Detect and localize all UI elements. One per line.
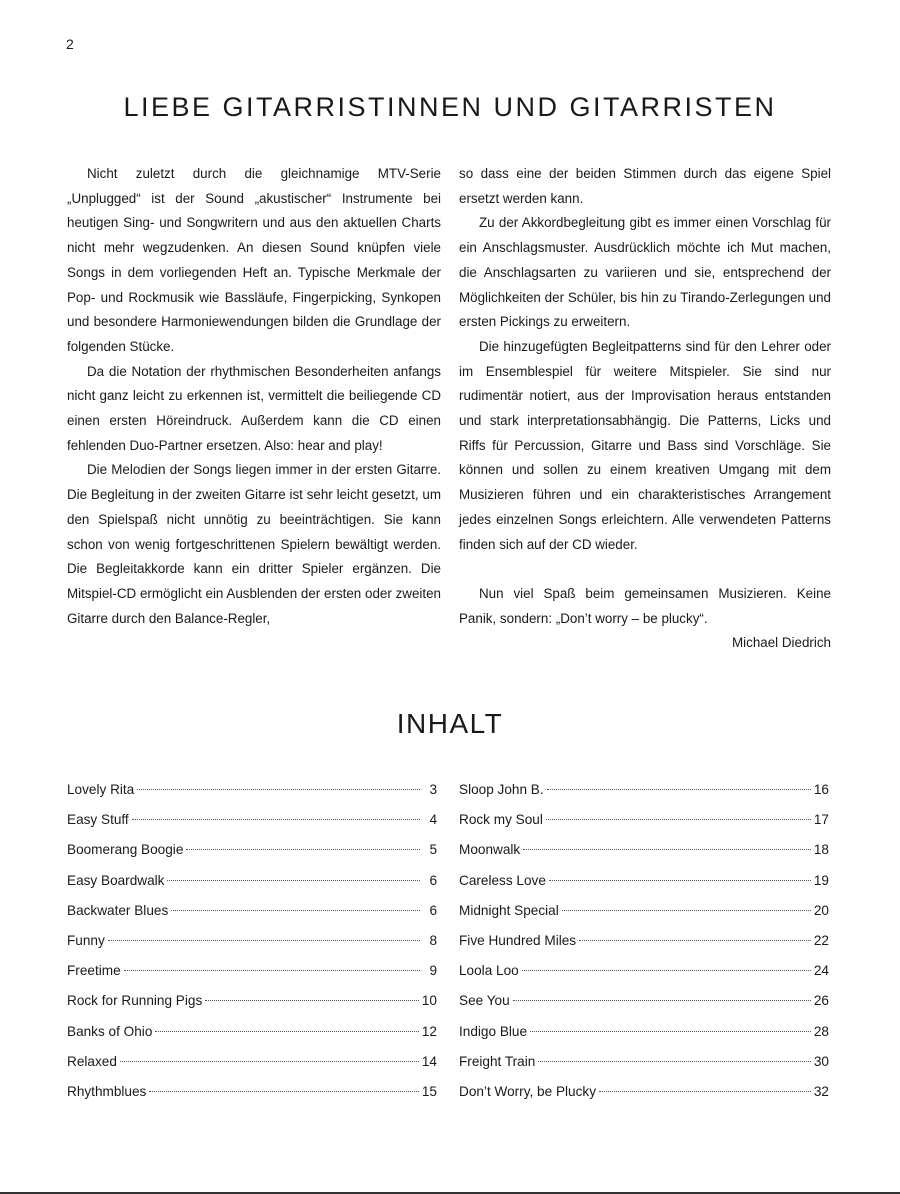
- toc-leader-dots: [599, 1091, 811, 1092]
- toc-entry-title: Don’t Worry, be Plucky: [459, 1083, 596, 1099]
- toc-entry-page: 14: [421, 1053, 437, 1069]
- toc-leader-dots: [205, 1000, 419, 1001]
- toc-entry-page: 19: [813, 872, 829, 888]
- toc-leader-dots: [149, 1091, 419, 1092]
- author-signature: Michael Diedrich: [732, 635, 831, 651]
- toc-entry-page: 22: [813, 932, 829, 948]
- toc-entry-page: 8: [429, 932, 437, 948]
- toc-entry-title: Rock my Soul: [459, 812, 543, 828]
- toc-entry-title: Easy Boardwalk: [67, 872, 165, 888]
- toc-leader-dots: [549, 880, 811, 881]
- toc-entry[interactable]: [67, 1020, 437, 1050]
- toc-entry[interactable]: [459, 989, 829, 1019]
- toc-entry[interactable]: [459, 869, 829, 899]
- toc-leader-dots: [132, 819, 420, 820]
- intro-paragraph: Zu der Akkordbegleitung gibt es immer einen Vorschlag für ein Anschlagsmuster. Ausdrücklich möchte ich Mut machen, die Anschlagsarten zu variieren und sie, entsprechend der Möglichkeiten der Schüler, bis hin zu Tirando-Zerlegungen und ersten Pickings zu erweitern.: [459, 215, 831, 330]
- page-number: 2: [66, 36, 74, 52]
- toc-entry-title: Easy Stuff: [67, 812, 129, 828]
- toc-entry[interactable]: [459, 778, 829, 808]
- toc-entry[interactable]: [459, 929, 829, 959]
- toc-entry-title: Five Hundred Miles: [459, 932, 577, 948]
- toc-entry[interactable]: [459, 838, 829, 868]
- toc-entry-title: Boomerang Boogie: [67, 842, 184, 858]
- toc-leader-dots: [137, 789, 420, 790]
- toc-entry-page: 24: [813, 963, 829, 979]
- intro-paragraph: Da die Notation der rhythmischen Besonderheiten anfangs nicht ganz leicht zu erkennen ist, vermittelt die beiliegende CD einen ersten Höreindruck. Außerdem kann die CD einen fehlenden Duo-Partner ersetzen. Also: hear and play!: [67, 363, 441, 453]
- toc-entry-title: Rock for Running Pigs: [67, 993, 203, 1009]
- toc-leader-dots: [579, 940, 811, 941]
- intro-paragraph: Die hinzugefügten Begleitpatterns sind für den Lehrer oder im Ensemblespiel für weitere Mitspieler. Sie sind nur rudimentär notiert, aus der Improvisation heraus entstanden und stark interpretationsabhängig. Die Patterns, Licks und Riffs für Percussion, Gitarre und Bass sind Vorschläge. Sie können und sollen zu einem kreativen Umgang mit dem Musizieren führen und ein charakteristisches Arrangement jedes einzelnen Songs erleichtern. Alle verwendeten Patterns finden sich auf der CD wieder.: [459, 338, 831, 552]
- toc-leader-dots: [124, 970, 420, 971]
- toc-entry-title: See You: [459, 993, 510, 1009]
- toc-leader-dots: [523, 849, 811, 850]
- toc-entry-title: Relaxed: [67, 1053, 117, 1069]
- toc-entry-page: 5: [429, 842, 437, 858]
- intro-right-column: [459, 162, 831, 656]
- toc-entry[interactable]: [67, 1050, 437, 1080]
- toc-entry-title: Lovely Rita: [67, 782, 135, 797]
- toc-leader-dots: [562, 910, 811, 911]
- toc-entry-title: Freetime: [67, 963, 121, 979]
- intro-paragraph: Nicht zuletzt durch die gleichnamige MTV-Serie „Unplugged“ ist der Sound „akustischer“ Instrumente bei heutigen Sing- und Songwritern und aus den aktuellen Charts nicht mehr wegzudenken. An diesen Sound knüpfen viele Songs in dem vorliegenden Heft an. Typische Merkmale der Pop- und Rockmusik wie Bassläufe, Fingerpicking, Synkopen und besondere Harmoniewendungen bilden die Grundlage der folgenden Stücke.: [67, 166, 441, 354]
- toc-entry[interactable]: [459, 899, 829, 929]
- toc-entry-page: 32: [813, 1083, 829, 1099]
- toc-entry-page: 18: [813, 842, 829, 858]
- toc-entry-page: 28: [813, 1023, 829, 1039]
- toc-title: INHALT: [396, 708, 504, 739]
- toc-leader-dots: [522, 970, 811, 971]
- toc-entry-title: Funny: [67, 932, 105, 948]
- toc-entry[interactable]: [459, 1020, 829, 1050]
- toc-leader-dots: [171, 910, 420, 911]
- toc-entry-page: 26: [813, 993, 829, 1009]
- intro-paragraph: Die Melodien der Songs liegen immer in der ersten Gitarre. Die Begleitung in der zweiten Gitarre ist sehr leicht gesetzt, um den Spielspaß nicht unnötig zu beeinträchtigen. Sie kann schon von wenig fortgeschrittenen Spielern bewältigt werden. Die Begleitakkorde kann ein dritter Spieler ergänzen. Die Mitspiel-CD ermöglicht ein Ausblenden der ersten oder zweiten Gitarre durch den Balance-Regler,: [67, 462, 441, 626]
- page-title: LIEBE GITARRISTINNEN UND GITARRISTEN: [123, 92, 777, 122]
- toc-entry-title: Midnight Special: [459, 902, 559, 918]
- toc-entry-page: 3: [429, 782, 437, 797]
- toc-entry-page: 12: [421, 1023, 437, 1039]
- toc-entry-page: 9: [429, 963, 437, 979]
- toc-right-column: [459, 778, 829, 1110]
- closing-paragraph: Nun viel Spaß beim gemeinsamen Musizieren. Keine Panik, sondern: „Don’t worry – be plucky“.: [459, 585, 831, 626]
- toc-leader-dots: [167, 880, 420, 881]
- toc-entry[interactable]: [67, 838, 437, 868]
- toc-leader-dots: [155, 1031, 418, 1032]
- toc-entry-page: 17: [813, 812, 829, 828]
- toc-entry-page: 6: [429, 872, 437, 888]
- toc-entry-title: Banks of Ohio: [67, 1023, 153, 1039]
- toc-entry[interactable]: [459, 1080, 829, 1110]
- toc-entry-page: 6: [429, 902, 437, 918]
- toc-leader-dots: [538, 1061, 811, 1062]
- toc-leader-dots: [546, 819, 811, 820]
- toc-left-column: [67, 778, 437, 1110]
- intro-left-column: [67, 162, 441, 631]
- toc-entry-page: 4: [429, 812, 437, 828]
- intro-paragraph: so dass eine der beiden Stimmen durch das eigene Spiel ersetzt werden kann.: [459, 166, 831, 206]
- toc-entry[interactable]: [459, 1050, 829, 1080]
- toc-leader-dots: [108, 940, 420, 941]
- toc-entry-page: 30: [813, 1053, 829, 1069]
- toc-entry[interactable]: [67, 808, 437, 838]
- toc-entry-title: Rhythmblues: [67, 1083, 147, 1099]
- toc-entry-title: Loola Loo: [459, 963, 519, 979]
- toc-leader-dots: [120, 1061, 419, 1062]
- toc-entry-page: 20: [813, 902, 829, 918]
- toc-entry-page: 15: [421, 1083, 437, 1099]
- toc-entry-title: Indigo Blue: [459, 1023, 528, 1039]
- toc-entry[interactable]: [67, 778, 437, 808]
- toc-entry[interactable]: [67, 1080, 437, 1110]
- toc-leader-dots: [186, 849, 420, 850]
- toc-entry[interactable]: [67, 989, 437, 1019]
- toc-entry-title: Careless Love: [459, 872, 546, 888]
- toc-leader-dots: [530, 1031, 811, 1032]
- toc-entry[interactable]: [67, 959, 437, 989]
- toc-entry[interactable]: [459, 808, 829, 838]
- toc-entry-title: Backwater Blues: [67, 902, 169, 918]
- toc-entry-title: Moonwalk: [459, 842, 521, 858]
- toc-leader-dots: [513, 1000, 811, 1001]
- toc-entry[interactable]: [459, 959, 829, 989]
- toc-entry[interactable]: [67, 899, 437, 929]
- toc-entry-title: Sloop John B.: [459, 782, 544, 797]
- toc-entry[interactable]: [67, 929, 437, 959]
- toc-leader-dots: [547, 789, 811, 790]
- toc-entry[interactable]: [67, 869, 437, 899]
- toc-entry-page: 10: [421, 993, 437, 1009]
- toc-entry-title: Freight Train: [459, 1053, 536, 1069]
- toc-entry-page: 16: [813, 782, 829, 797]
